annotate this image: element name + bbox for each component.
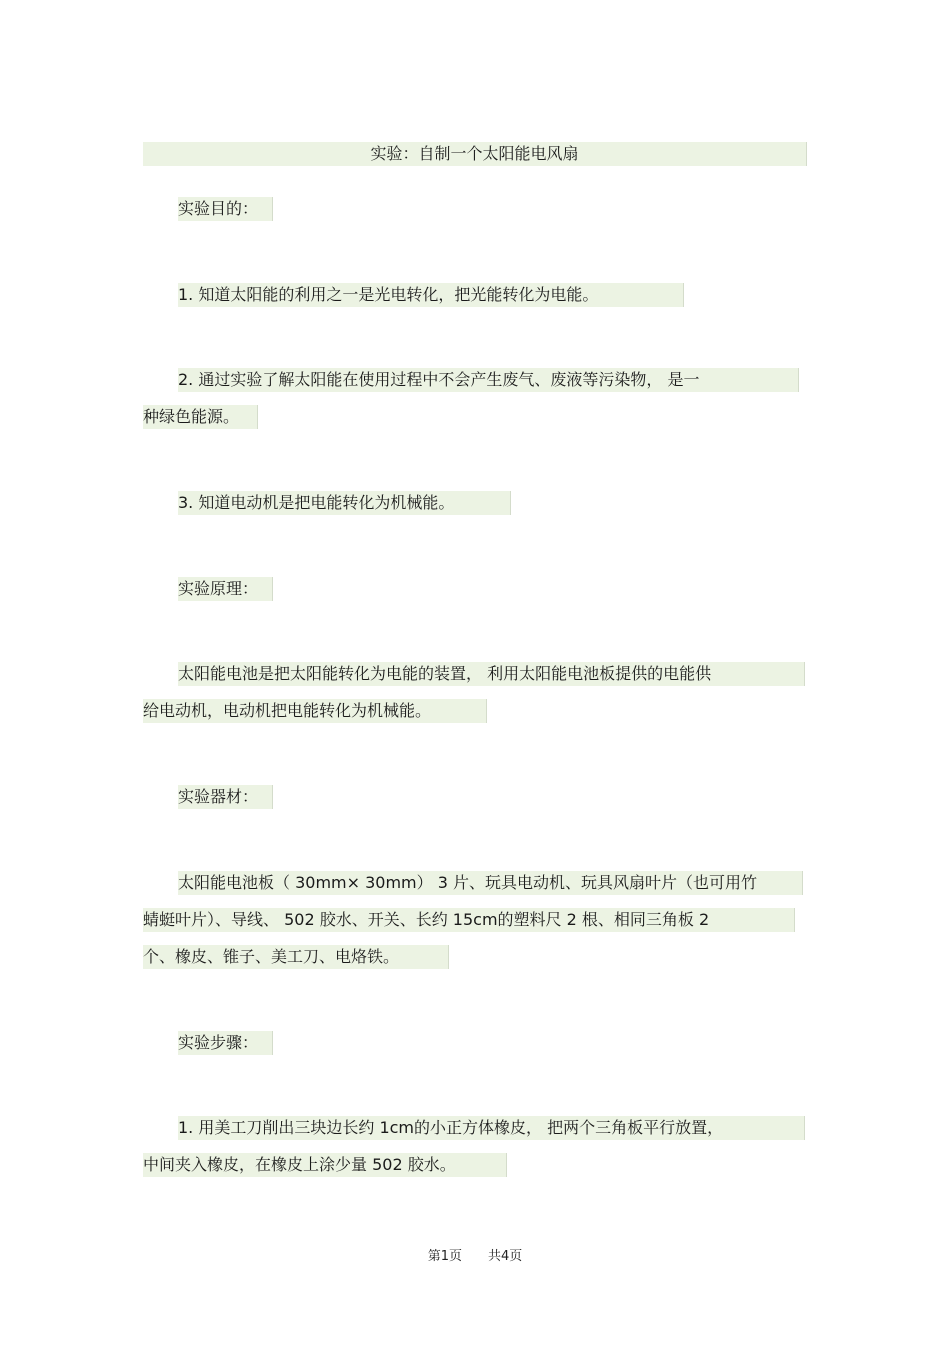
heading-steps: 实验步骤： — [178, 1031, 273, 1055]
purpose-item-1: 1. 知道太阳能的利用之一是光电转化，把光能转化为电能。 — [178, 283, 684, 307]
step-1-line-2: 中间夹入橡皮，在橡皮上涂少量 502 胶水。 — [143, 1153, 507, 1177]
page-total: 共4页 — [488, 1249, 523, 1264]
document-title: 实验：自制一个太阳能电风扇 — [143, 142, 807, 166]
materials-line-2: 蜻蜓叶片）、导线、 502 胶水、开关、长约 15cm的塑料尺 2 根、相同三角板 2 — [143, 908, 795, 932]
heading-principle: 实验原理： — [178, 577, 273, 601]
principle-line-1: 太阳能电池是把太阳能转化为电能的装置， 利用太阳能电池板提供的电能供 — [178, 662, 805, 686]
purpose-item-3: 3. 知道电动机是把电能转化为机械能。 — [178, 491, 511, 515]
page-footer — [0, 1249, 950, 1265]
step-1-line-1: 1. 用美工刀削出三块边长约 1cm的小正方体橡皮， 把两个三角板平行放置， — [178, 1116, 805, 1140]
materials-line-3: 个、橡皮、锥子、美工刀、电烙铁。 — [143, 945, 449, 969]
page-number: 第1页 — [427, 1249, 462, 1264]
purpose-item-2-line-2: 种绿色能源。 — [143, 405, 258, 429]
purpose-item-2-line-1: 2. 通过实验了解太阳能在使用过程中不会产生废气、废液等污染物， 是一 — [178, 368, 799, 392]
principle-line-2: 给电动机，电动机把电能转化为机械能。 — [143, 699, 487, 723]
materials-line-1: 太阳能电池板（ 30mm× 30mm） 3 片、玩具电动机、玩具风扇叶片（也可用竹 — [178, 871, 803, 895]
heading-purpose: 实验目的： — [178, 197, 273, 221]
heading-materials: 实验器材： — [178, 785, 273, 809]
